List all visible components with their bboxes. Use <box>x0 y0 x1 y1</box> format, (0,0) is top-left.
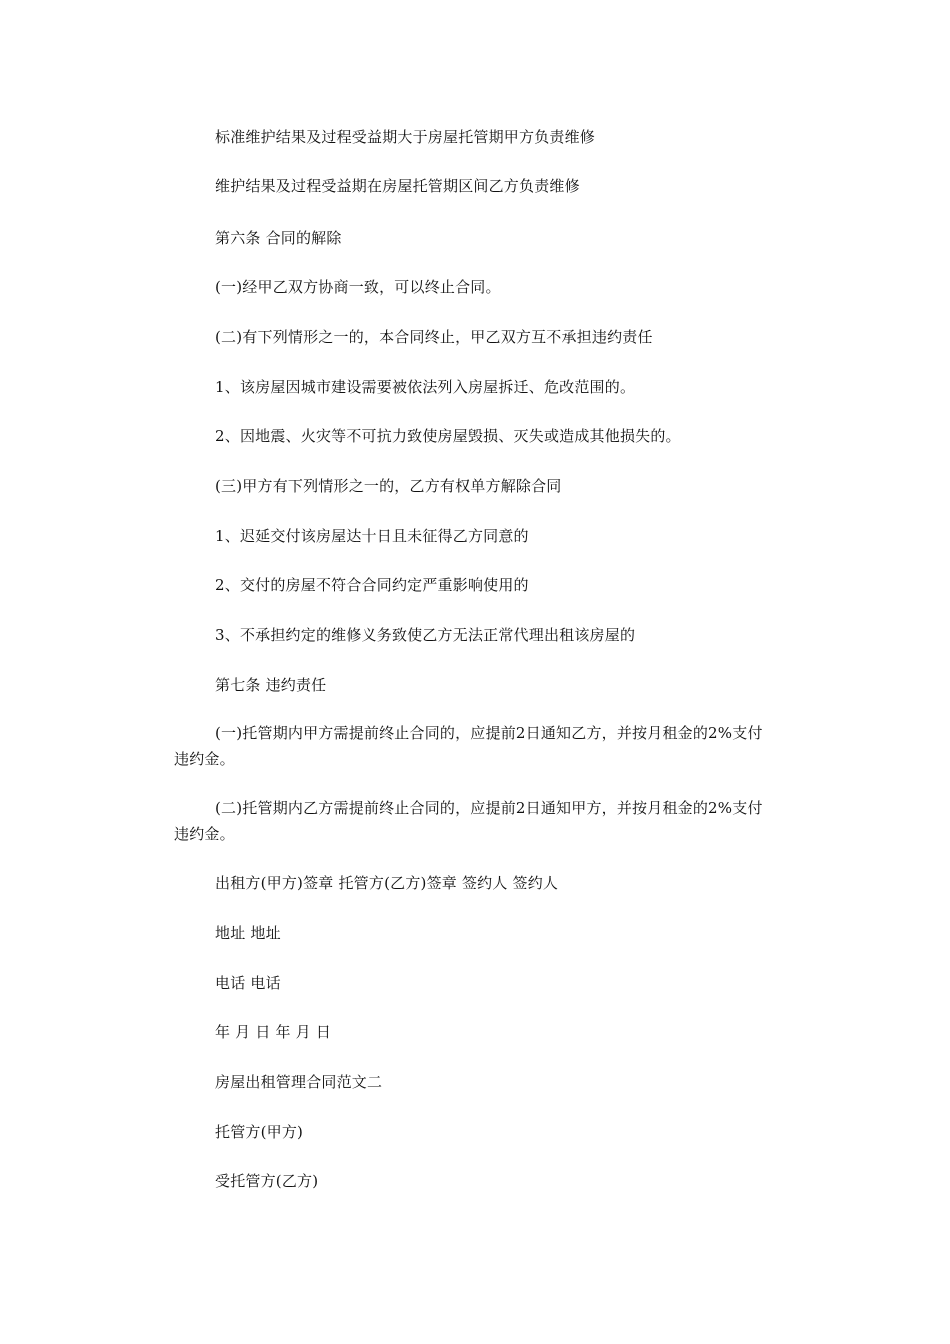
list-item-force-majeure: 2、因地震、火灾等不可抗力致使房屋毁损、灭失或造成其他损失的。 <box>215 427 681 445</box>
paragraph-unilateral-termination: (三)甲方有下列情形之一的，乙方有权单方解除合同 <box>215 477 562 495</box>
paragraph-maintenance-party-b: 维护结果及过程受益期在房屋托管期区间乙方负责维修 <box>215 177 580 195</box>
address-line: 地址 地址 <box>215 924 281 942</box>
party-a-label: 托管方(甲方) <box>215 1123 304 1141</box>
signature-line: 出租方(甲方)签章 托管方(乙方)签章 签约人 签约人 <box>215 874 559 892</box>
phone-line: 电话 电话 <box>215 974 281 992</box>
list-item-maintenance-failure: 3、不承担约定的维修义务致使乙方无法正常代理出租该房屋的 <box>215 626 636 644</box>
article-seven-heading: 第七条 违约责任 <box>215 676 327 694</box>
list-item-demolition: 1、该房屋因城市建设需要被依法列入房屋拆迁、危改范围的。 <box>215 378 636 396</box>
date-line: 年 月 日 年 月 日 <box>215 1023 332 1041</box>
list-item-nonconforming-house: 2、交付的房屋不符合合同约定严重影响使用的 <box>215 576 529 594</box>
paragraph-termination-mutual: (一)经甲乙双方协商一致，可以终止合同。 <box>215 278 501 296</box>
paragraph-termination-conditions: (二)有下列情形之一的，本合同终止，甲乙双方互不承担违约责任 <box>215 328 653 346</box>
paragraph-party-b-early-termination: (二)托管期内乙方需提前终止合同的，应提前2日通知甲方，并按月租金的2%支付违约金。 <box>174 799 763 843</box>
article-six-heading: 第六条 合同的解除 <box>215 229 342 247</box>
paragraph-maintenance-party-a: 标准维护结果及过程受益期大于房屋托管期甲方负责维修 <box>215 128 596 146</box>
paragraph-party-a-early-termination: (一)托管期内甲方需提前终止合同的，应提前2日通知乙方，并按月租金的2%支付违约金。 <box>174 724 763 768</box>
list-item-delayed-delivery: 1、迟延交付该房屋达十日且未征得乙方同意的 <box>215 527 529 545</box>
party-b-label: 受托管方(乙方) <box>215 1172 319 1190</box>
sample-two-title: 房屋出租管理合同范文二 <box>215 1073 383 1091</box>
